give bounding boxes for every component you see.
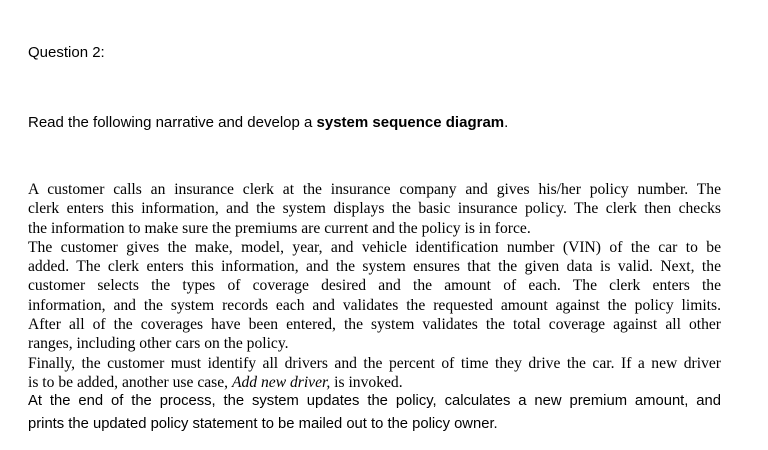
closing-line: At the end of the process, the system updates the policy, calculates a new premium amount, and	[28, 393, 721, 410]
use-case-before: is to be added, another use case,	[28, 373, 232, 391]
use-case-name: Add new driver,	[231, 373, 331, 391]
narrative-line: Finally, the customer must identify all drivers and the percent of time they drive the car. If a new driver	[28, 354, 721, 372]
narrative-paragraph	[28, 180, 721, 434]
narrative-line: the information to make sure the premiums are current and the policy is in force.	[28, 219, 531, 237]
instruction-prefix: Read the following narrative and develop a	[28, 114, 317, 131]
narrative-line: added. The clerk enters this information, and the system ensures that the given data is valid. Next, the	[28, 258, 721, 276]
instruction-emphasis: system sequence diagram	[316, 114, 505, 131]
narrative-line: A customer calls an insurance clerk at the insurance company and gives his/her policy number. The	[28, 181, 721, 198]
narrative-line: ranges, including other cars on the policy.	[28, 335, 289, 353]
narrative-line-use-case	[28, 373, 721, 392]
instruction-text	[28, 114, 508, 132]
narrative-line: After all of the coverages have been entered, the system validates the total coverage against all other	[28, 316, 721, 334]
question-heading: Question 2:	[28, 44, 105, 61]
instruction-suffix: .	[504, 114, 509, 131]
narrative-line: information, and the system records each and validates the requested amount against the policy limits.	[28, 296, 721, 314]
closing-line: prints the updated policy statement to be mailed out to the policy owner.	[28, 415, 498, 432]
use-case-after: is invoked.	[330, 373, 403, 391]
narrative-line: clerk enters this information, and the system displays the basic insurance policy. The clerk then checks	[28, 200, 721, 218]
narrative-line: The customer gives the make, model, year, and vehicle identification number (VIN) of the car to be	[28, 238, 721, 256]
narrative-line: customer selects the types of coverage desired and the amount of each. The clerk enters the	[28, 277, 721, 295]
